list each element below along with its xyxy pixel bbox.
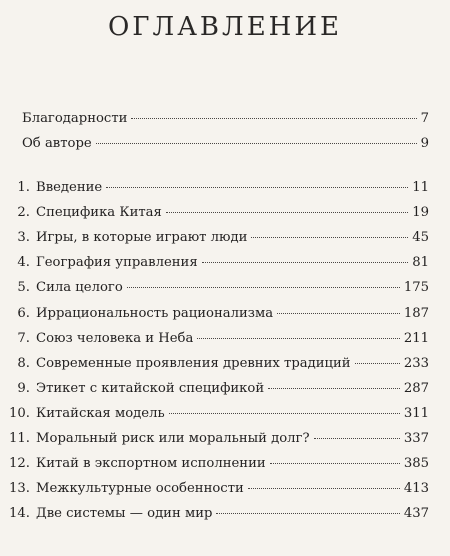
toc-chapter	[8, 255, 429, 271]
dot-leader	[169, 413, 400, 414]
dot-leader	[131, 118, 416, 119]
dot-leader	[268, 388, 400, 389]
toc-chapter	[8, 406, 429, 422]
toc-chapter-page: 287	[403, 380, 429, 396]
dot-leader	[216, 513, 399, 514]
dot-leader	[202, 262, 409, 263]
toc-chapter-page: 211	[403, 330, 429, 346]
toc-chapter-number: 2.	[17, 205, 30, 221]
toc-chapter-number: 14.	[9, 506, 30, 522]
toc-chapter-page: 311	[403, 405, 429, 421]
toc-entry-label: Об авторе	[22, 136, 92, 151]
toc-chapter-label: Китай в экспортном исполнении	[36, 456, 266, 472]
toc-chapter-number: 5.	[17, 280, 30, 296]
toc-chapter-number: 3.	[17, 230, 30, 246]
dot-leader	[314, 438, 400, 439]
toc-chapter-label: Иррациональность рационализма	[36, 305, 274, 321]
toc-chapter-label: Китайская модель	[36, 405, 165, 421]
toc-entry-page: 9	[420, 136, 429, 151]
toc-entry	[22, 111, 429, 127]
toc-chapter-page: 385	[403, 456, 429, 472]
toc-chapter	[8, 356, 429, 372]
dot-leader	[166, 212, 408, 213]
toc-entry-page: 7	[420, 111, 429, 126]
toc-chapter-label: Две системы — один мир	[36, 506, 213, 522]
toc-entry	[22, 136, 429, 152]
page-title: ОГЛАВЛЕНИЕ	[107, 12, 343, 42]
toc-chapter-number: 7.	[17, 330, 30, 346]
toc-chapter-label: Специфика Китая	[36, 205, 162, 221]
toc-chapter	[8, 230, 429, 246]
toc-chapter-page: 81	[412, 255, 429, 271]
dot-leader	[355, 363, 400, 364]
dot-leader	[96, 143, 417, 144]
toc-chapter	[8, 306, 429, 322]
dot-leader	[251, 237, 408, 238]
dot-leader	[277, 313, 400, 314]
toc-chapter-number: 6.	[17, 305, 30, 321]
toc-chapter-label: Межкультурные особенности	[36, 481, 244, 497]
toc-chapter-label: Сила целого	[36, 280, 123, 296]
toc-chapter	[8, 381, 429, 397]
dot-leader	[197, 338, 399, 339]
toc-chapter-number: 4.	[17, 255, 30, 271]
toc-chapter-page: 45	[412, 230, 429, 246]
toc-chapter-number: 9.	[17, 380, 30, 396]
toc-chapter	[8, 180, 429, 196]
toc-chapter-page: 19	[412, 205, 429, 221]
toc-chapter-page: 11	[412, 180, 429, 195]
toc-chapter	[8, 331, 429, 347]
toc-chapter	[8, 431, 429, 447]
toc-chapter-number: 1.	[17, 180, 30, 195]
toc-chapter-page: 233	[403, 355, 429, 371]
toc-chapter-number: 8.	[17, 355, 30, 371]
toc-chapter-page: 187	[403, 305, 429, 321]
toc-chapter-page: 437	[403, 506, 429, 522]
toc-chapter-number: 11.	[9, 431, 30, 446]
toc-chapter-label: География управления	[36, 255, 198, 271]
toc-chapter-label: Игры, в которые играют люди	[36, 230, 248, 246]
toc-chapter-label: Современные проявления древних традиций	[36, 355, 351, 371]
dot-leader	[270, 463, 400, 464]
toc-chapter-number: 12.	[9, 456, 30, 472]
toc-chapter-label: Введение	[36, 180, 103, 195]
dot-leader	[127, 287, 400, 288]
toc-chapter-label: Моральный риск или моральный долг?	[36, 431, 310, 446]
toc-chapter-page: 413	[403, 481, 429, 497]
toc-chapter-page: 337	[403, 431, 429, 446]
toc-chapter	[8, 205, 429, 221]
toc-chapter	[8, 481, 429, 497]
dot-leader	[248, 488, 400, 489]
toc-chapter	[8, 280, 429, 296]
toc-chapter	[8, 456, 429, 472]
dot-leader	[106, 187, 408, 188]
toc-chapter-page: 175	[403, 280, 429, 296]
toc-chapter-number: 10.	[9, 405, 30, 421]
toc-chapter	[8, 506, 429, 522]
toc-chapter-number: 13.	[9, 481, 30, 497]
toc-chapter-label: Этикет с китайской спецификой	[36, 380, 265, 396]
toc-chapter-label: Союз человека и Неба	[36, 330, 194, 346]
toc-entry-label: Благодарности	[22, 111, 128, 126]
